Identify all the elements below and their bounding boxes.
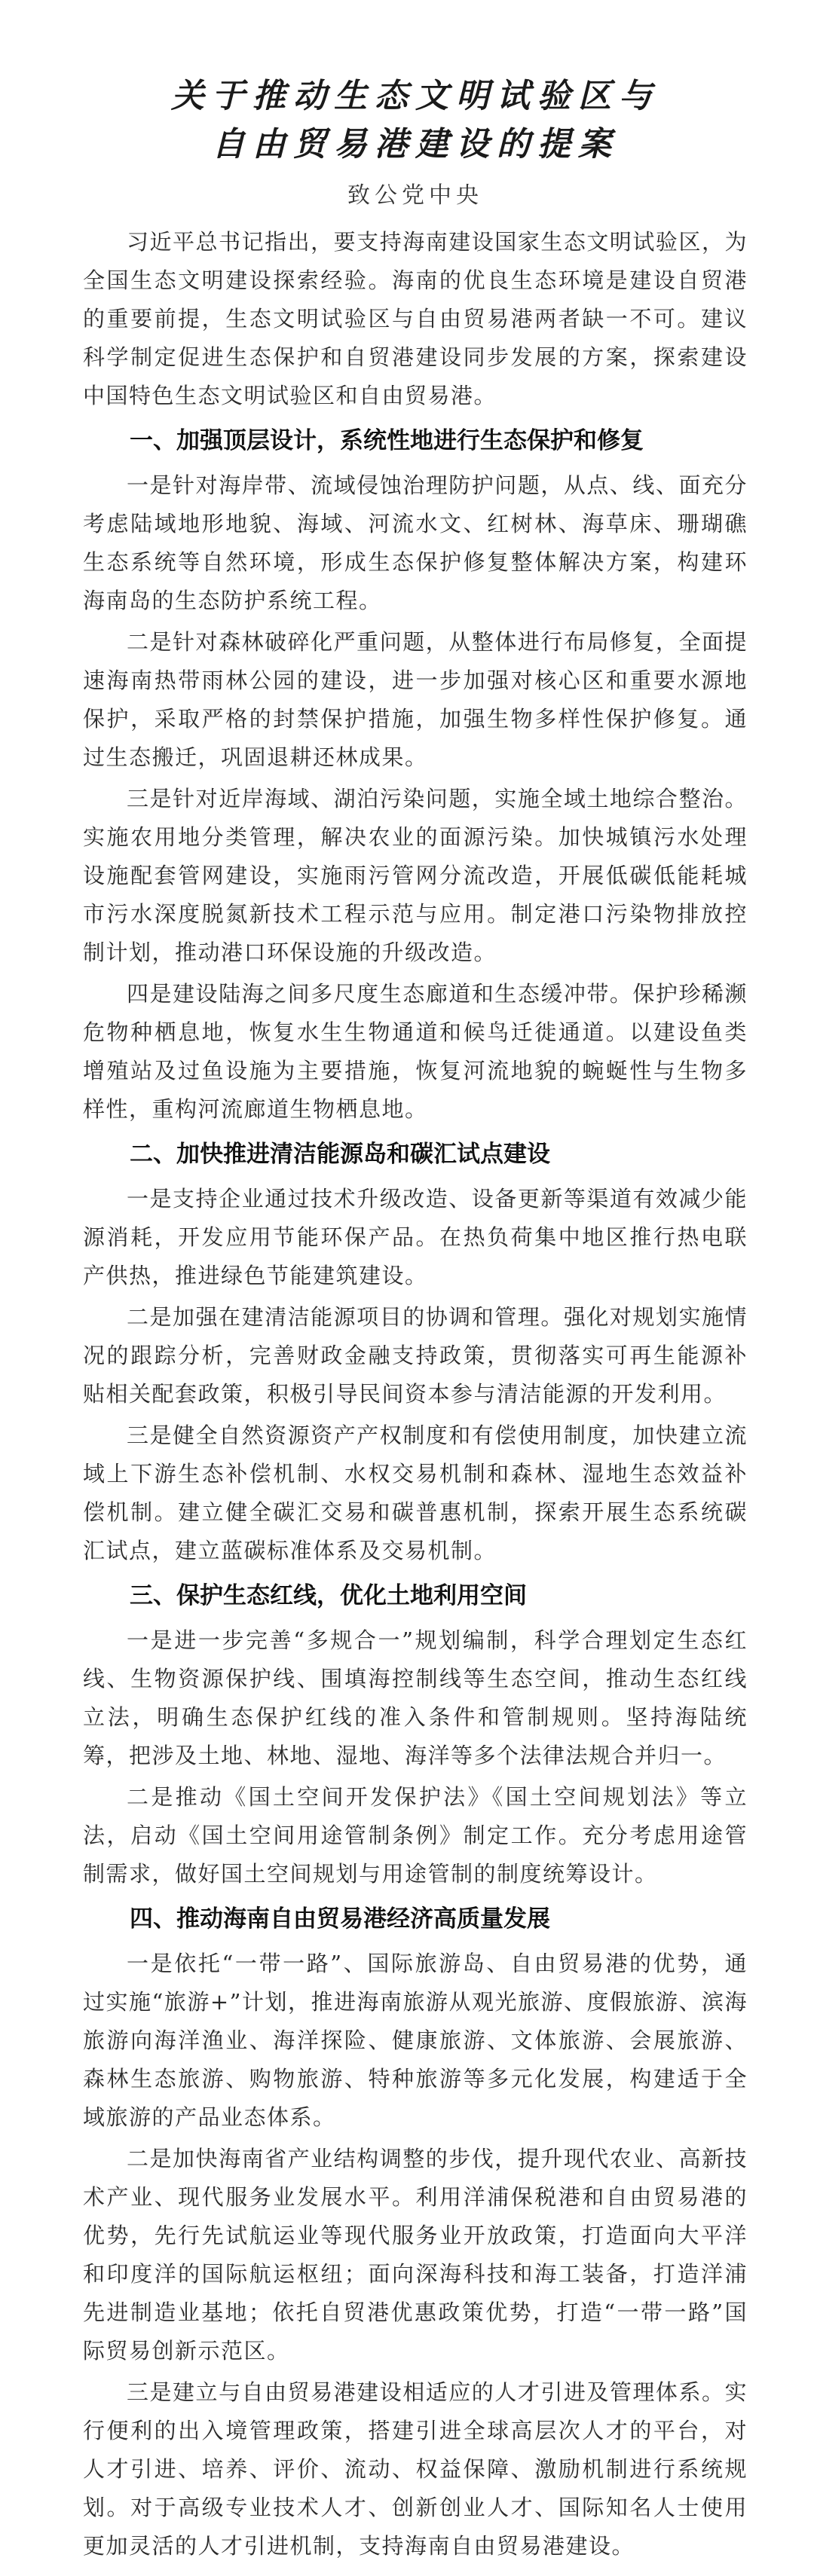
title-block <box>83 0 748 212</box>
document-title-line-2: 自由贸易港建设的提案 <box>212 125 619 163</box>
document-title-line-1: 关于推动生态文明试验区与 <box>171 77 659 115</box>
section-4 <box>83 1898 748 2565</box>
section-paragraph: 一是依托“一带一路”、国际旅游岛、自由贸易港的优势，通过实施“旅游+”计划，推进海南旅游从观光旅游、度假旅游、滨海旅游向海洋渔业、海洋探险、健康旅游、文体旅游、会展旅游、森林生态旅游、购物旅游、特种旅游等多元化发展，构建适于全域旅游的产品业态体系。 <box>83 1951 748 2130</box>
document-author: 致公党中央 <box>347 182 483 209</box>
section-paragraph: 一是支持企业通过技术升级改造、设备更新等渠道有效减少能源消耗，开发应用节能环保产品。在热负荷集中地区推行热电联产供热，推进绿色节能建筑建设。 <box>83 1186 748 1288</box>
section-heading: 二、加快推进清洁能源岛和碳汇试点建设 <box>130 1141 550 1168</box>
section-paragraph: 二是针对森林破碎化严重问题，从整体进行布局修复，全面提速海南热带雨林公园的建设，进一步加强对核心区和重要水源地保护，采取严格的封禁保护措施，加强生物多样性保护修复。通过生态搬迁，巩固退耕还林成果。 <box>83 629 748 770</box>
section-paragraph: 二是推动《国土空间开发保护法》《国土空间规划法》等立法，启动《国土空间用途管制条例》制定工作。充分考虑用途管制需求，做好国土空间规划与用途管制的制度统筹设计。 <box>83 1784 748 1887</box>
intro-paragraph: 习近平总书记指出，要支持海南建设国家生态文明试验区，为全国生态文明建设探索经验。海南的优良生态环境是建设自贸港的重要前提，生态文明试验区与自由贸易港两者缺一不可。建议科学制定促进生态保护和自贸港建设同步发展的方案，探索建设中国特色生态文明试验区和自由贸易港。 <box>83 229 748 408</box>
section-paragraph: 三是建立与自由贸易港建设相适应的人才引进及管理体系。实行便利的出入境管理政策，搭建引进全球高层次人才的平台，对人才引进、培养、评价、流动、权益保障、激励机制进行系统规划。对于高级专业技术人才、创新创业人才、国际知名人士使用更加灵活的人才引进机制，支持海南自由贸易港建设。 <box>83 2379 748 2559</box>
section-heading: 一、加强顶层设计，系统性地进行生态保护和修复 <box>130 427 644 454</box>
section-paragraph: 二是加快海南省产业结构调整的步伐，提升现代农业、高新技术产业、现代服务业发展水平。利用洋浦保税港和自由贸易港的优势，先行先试航运业等现代服务业开放政策，打造面向大平洋和印度洋的国际航运枢纽；面向深海科技和海工装备，打造洋浦先进制造业基地；依托自贸港优惠政策优势，打造“一带一路”国际贸易创新示范区。 <box>83 2146 748 2364</box>
section-heading: 三、保护生态红线，优化土地利用空间 <box>130 1582 527 1609</box>
section-paragraph: 三是健全自然资源资产产权制度和有偿使用制度，加快建立流域上下游生态补偿机制、水权交易机制和森林、湿地生态效益补偿机制。建立健全碳汇交易和碳普惠机制，探索开展生态系统碳汇试点，建立蓝碳标准体系及交易机制。 <box>83 1422 748 1563</box>
section-2 <box>83 1133 748 1570</box>
section-paragraph: 一是进一步完善“多规合一”规划编制，科学合理划定生态红线、生物资源保护线、围填海控制线等生态空间，推动生态红线立法，明确生态保护红线的准入条件和管制规则。坚持海陆统筹，把涉及土地、林地、湿地、海洋等多个法律法规合并归一。 <box>83 1627 748 1768</box>
section-paragraph: 四是建设陆海之间多尺度生态廊道和生态缓冲带。保护珍稀濒危物种栖息地，恢复水生生物通道和候鸟迁徙通道。以建设鱼类增殖站及过鱼设施为主要措施，恢复河流地貌的蜿蜒性与生物多样性，重构河流廊道生物栖息地。 <box>83 981 748 1122</box>
section-paragraph: 三是针对近岸海域、湖泊污染问题，实施全域土地综合整治。实施农用地分类管理，解决农业的面源污染。加快城镇污水处理设施配套管网建设，实施雨污管网分流改造，开展低碳低能耗城市污水深度脱氮新技术工程示范与应用。制定港口污染物排放控制计划，推动港口环保设施的升级改造。 <box>83 786 748 965</box>
section-3 <box>83 1575 748 1893</box>
section-1 <box>83 420 748 1129</box>
section-paragraph: 一是针对海岸带、流域侵蚀治理防护问题，从点、线、面充分考虑陆域地形地貌、海域、河流水文、红树林、海草床、珊瑚礁生态系统等自然环境，形成生态保护修复整体解决方案，构建环海南岛的生态防护系统工程。 <box>83 472 748 613</box>
section-paragraph: 二是加强在建清洁能源项目的协调和管理。强化对规划实施情况的跟踪分析，完善财政金融支持政策，贯彻落实可再生能源补贴相关配套政策，积极引导民间资本参与清洁能源的开发利用。 <box>83 1304 748 1407</box>
section-heading: 四、推动海南自由贸易港经济高质量发展 <box>130 1905 550 1933</box>
